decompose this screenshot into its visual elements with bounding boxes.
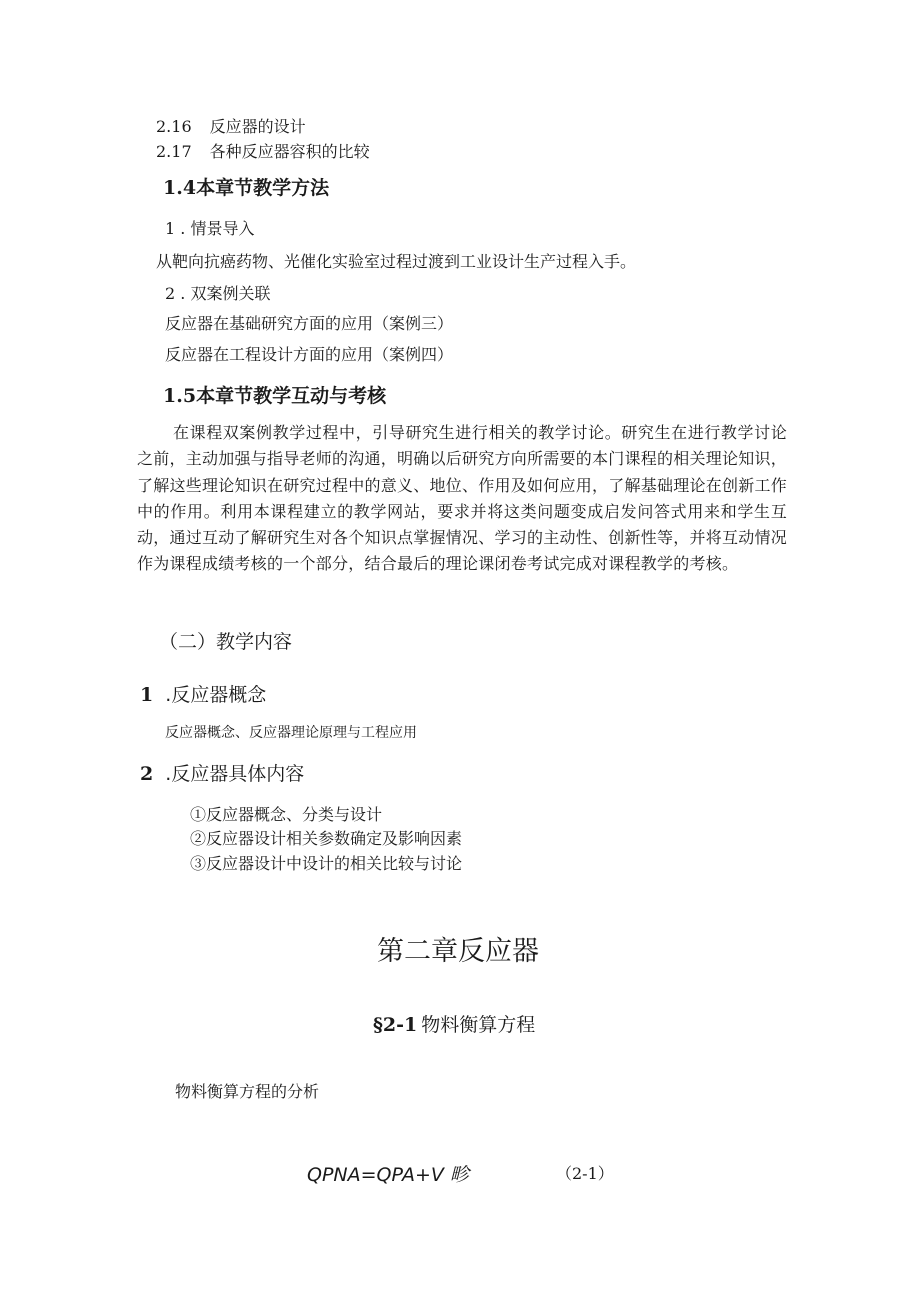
method-item-2: 2 . 双案例关联 [165, 284, 271, 303]
chapter-intro: 物料衡算方程的分析 [175, 1082, 320, 1101]
content-subitem: ③反应器设计中设计的相关比较与讨论 [190, 854, 463, 873]
content-subitem: ①反应器概念、分类与设计 [190, 805, 383, 824]
interaction-paragraph: 在课程双案例教学过程中，引导研究生进行相关的教学讨论。研究生在进行教学讨论之前，主动加强与指导老师的沟通，明确以后研究方向所需要的本门课程的相关理论知识，了解这些理论知识在研究过程中的意义、地位、作用及如何应用，了解基础理论在创新工作中的作用。利用本课程建立的教学网站，要求并将这类问题变成启发问答式用来和学生互动，通过互动了解研究生对各个知识点掌握情况、学习的主动性、创新性等，并将互动情况作为课程成绩考核的一个部分，结合最后的理论课闭卷考试完成对课程教学的考核。 [137, 423, 788, 574]
toc-line [156, 139, 370, 162]
chapter-section-heading [373, 1010, 535, 1037]
section-title: 物料衡算方程 [421, 1014, 536, 1036]
item-title: .反应器概念 [165, 684, 267, 706]
case-three: 反应器在基础研究方面的应用（案例三） [165, 314, 454, 333]
section-heading-1-4 [163, 173, 329, 200]
toc-number: 2.17 [156, 142, 192, 161]
toc-number: 2.16 [156, 117, 192, 136]
content-subitem: ②反应器设计相关参数确定及影响因素 [190, 829, 463, 848]
heading-text: 本章节教学方法 [196, 177, 330, 199]
heading-number: 1.5 [163, 385, 197, 407]
chapter-title: 第二章反应器 [377, 936, 539, 967]
method-item-1: 1 . 情景导入 [165, 219, 255, 238]
toc-title: 反应器的设计 [209, 117, 306, 136]
section-heading-1-5 [163, 381, 386, 408]
toc-line [156, 114, 306, 137]
content-item-2-heading [140, 759, 304, 786]
item-number: 1 [140, 684, 154, 706]
method-item-1-desc: 从靶向抗癌药物、光催化实验室过程过渡到工业设计生产过程入手。 [156, 252, 637, 271]
toc-title: 各种反应器容积的比较 [209, 142, 370, 161]
content-item-1-desc: 反应器概念、反应器理论原理与工程应用 [165, 725, 417, 741]
equation: QPNA=QPA+V 畛 [307, 1164, 469, 1186]
heading-number: 1.4 [163, 177, 197, 199]
part-two-heading: （二）教学内容 [159, 631, 293, 653]
equation-label: （2-1） [556, 1164, 614, 1183]
item-title: .反应器具体内容 [165, 763, 305, 785]
heading-text: 本章节教学互动与考核 [196, 385, 387, 407]
content-item-1-heading [140, 680, 266, 707]
section-number: §2-1 [373, 1014, 418, 1036]
item-number: 2 [140, 763, 154, 785]
case-four: 反应器在工程设计方面的应用（案例四） [165, 345, 454, 364]
